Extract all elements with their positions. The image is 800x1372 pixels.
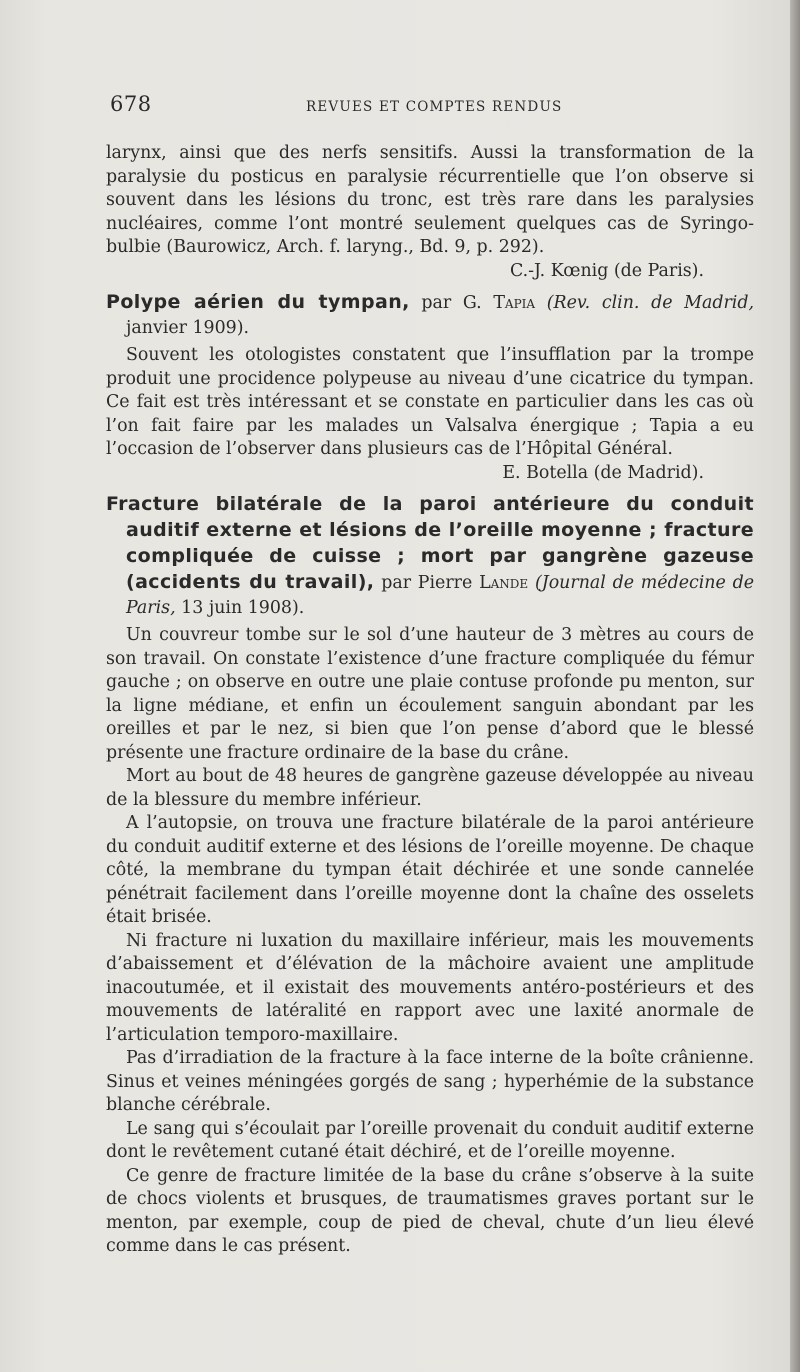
page-header [110,92,756,122]
ref-date: 13 juin 1908). [181,598,305,618]
ref-date: janvier 1909). [126,318,250,338]
page-edge [790,0,800,1372]
ref-prefix: par Pierre [381,573,473,593]
running-head: REVUES ET COMPTES RENDUS [306,99,563,115]
paragraph: Ce genre de fracture limitée de la base du crâne s’observe à la suite de chocs violents et brusques, de traumatismes graves portant sur le menton, par exemple, coup de pied de cheval, chute d’un lieu élevé comme dans le cas présent. [106,1165,754,1256]
ref-prefix: par G. [421,293,482,313]
article-heading [106,290,754,341]
ref-author: Lande [479,573,529,593]
article-title: Polype aérien du tympan, [106,291,410,313]
paragraph: Pas d’irradiation de la fracture à la face interne de la boîte crânienne. Sinus et veines méningées gorgés de sang ; hyperhémie de la substance blanche cérébrale. [106,1048,754,1115]
ref-author: Tapia [493,293,536,313]
ref-journal: (Journal de médecine de Paris, [126,573,755,618]
article-title: Fracture bilatérale de la paroi antérieure du conduit auditif externe et lésions de l’oreille moyenne ; fracture compliquée de cuisse ; mort par gangrène gazeuse (accidents du travail), [106,493,754,593]
ref-journal: (Rev. clin. de Madrid, [546,293,755,313]
signature: C.-J. Kœnig (de Paris). [509,260,704,281]
paragraph: larynx, ainsi que des nerfs sensitifs. Aussi la transformation de la paralysie du posticus en paralysie récurrentielle que l’on observe si souvent dans les lésions du tronc, est très rare dans les paralysies nucléaires, comme l’ont montré seulement quelques cas de Syringo-bulbie (Baurowicz, Arch. f. laryng., Bd. 9, p. 292). [106,143,754,257]
paragraph: Souvent les otologistes constatent que l’insufflation par la trompe produit une procidence polypeuse au niveau d’une cicatrice du tympan. Ce fait est très intéressant et se constate en particulier dans les cas où l’on fait faire par les malades un Valsalva énergique ; Tapia a eu l’occasion de l’observer dans plusieurs cas de l’Hôpital Général. [106,345,754,459]
paragraph: Le sang qui s’écoulait par l’oreille provenait du conduit auditif externe dont le revêtement cutané était déchiré, et de l’oreille moyenne. [106,1118,754,1162]
paragraph: Mort au bout de 48 heures de gangrène gazeuse développée au niveau de la blessure du membre inférieur. [106,766,754,810]
paragraph: Ni fracture ni luxation du maxillaire inférieur, mais les mouvements d’abaissement et d’élévation de la mâchoire avaient une amplitude inacoutumée, et il existait des mouvements antéro-postérieurs et des mouvements de latéralité en rapport avec une laxité anormale de l’articulation temporo-maxillaire. [106,930,754,1045]
article-heading [106,492,754,621]
paragraph: A l’autopsie, on trouva une fracture bilatérale de la paroi antérieure du conduit auditif externe et des lésions de l’oreille moyenne. De chaque côté, la membrane du tympan était déchirée et une sonde cannelée pénétrait facilement dans l’oreille moyenne dont la chaîne des osselets était brisée. [106,813,754,927]
page-body [106,142,754,1259]
page-number: 678 [110,92,152,116]
paragraph: Un couvreur tombe sur le sol d’une hauteur de 3 mètres au cours de son travail. On constate l’existence d’une fracture compliquée du fémur gauche ; on observe en outre une plaie contuse profonde pu menton, sur la ligne médiane, et enfin un écoulement sanguin abondant par les oreilles et par le nez, si bien que l’on pense d’abord que le blessé présente une fracture ordinaire de la base du crâne. [106,625,754,763]
signature: E. Botella (de Madrid). [502,462,704,483]
